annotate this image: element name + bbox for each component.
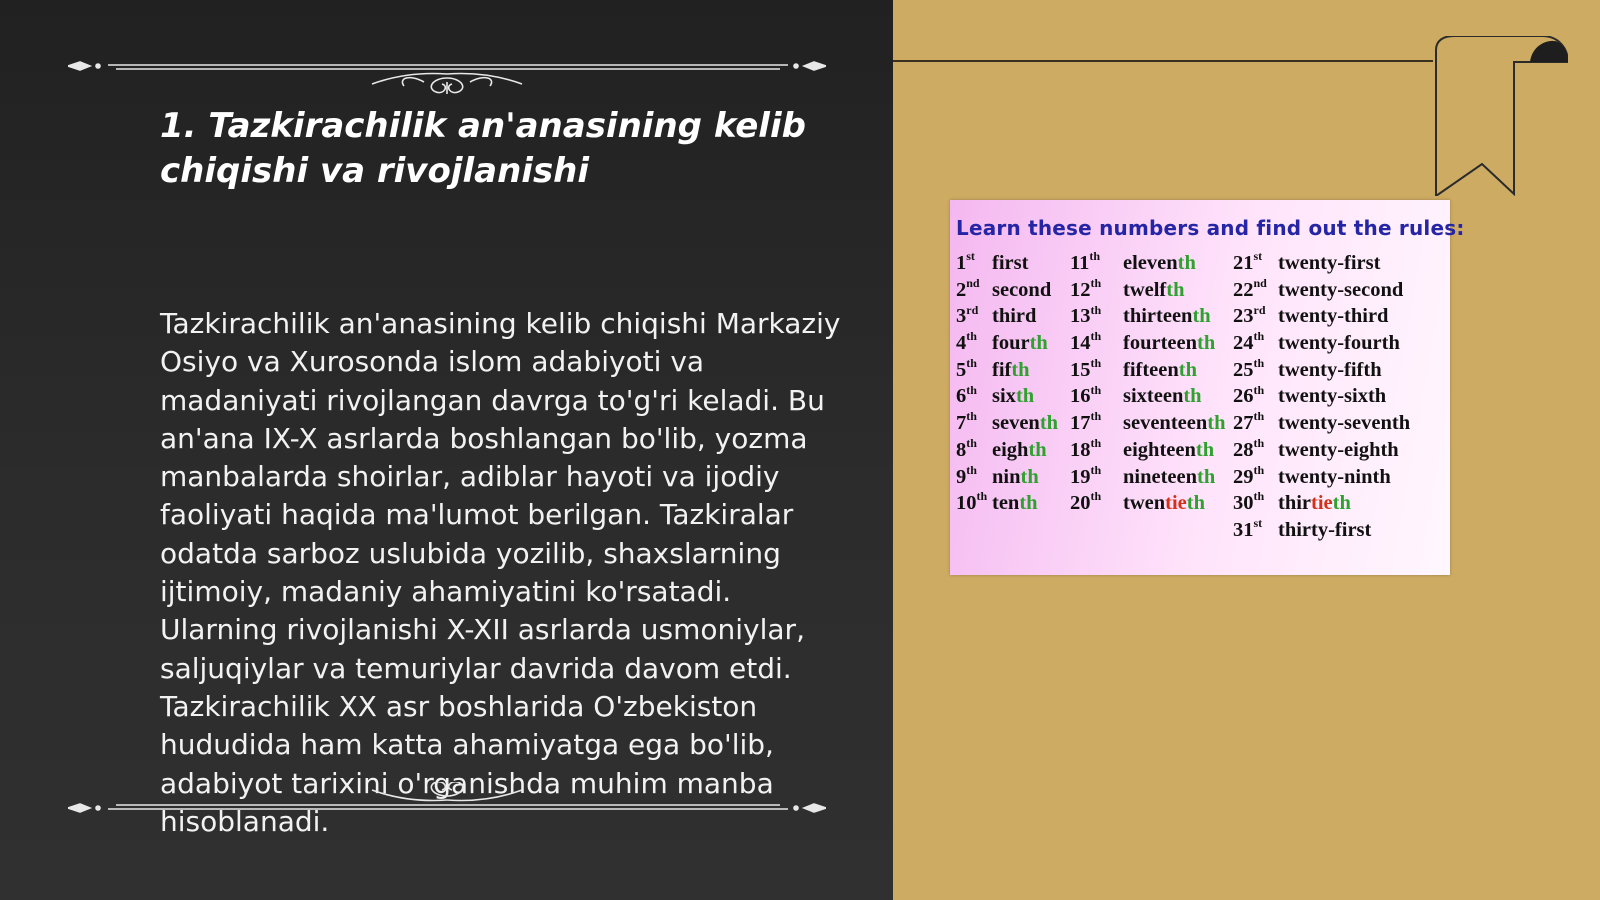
ordinal-word: tenth (992, 492, 1038, 515)
ordinal-entry (1233, 250, 1410, 277)
ordinal-word: twenty-fifth (1278, 358, 1382, 381)
ordinal-number: 31st (1233, 516, 1263, 541)
ordinal-number: 20th (1070, 489, 1102, 515)
ordinal-word: twenty-sixth (1278, 385, 1387, 408)
ordinal-entry (1233, 330, 1410, 357)
ordinal-entry (956, 303, 1058, 330)
header-rule (893, 60, 1433, 62)
ordinal-number: 11th (1070, 249, 1101, 274)
ordinal-word: fifteenth (1123, 358, 1198, 381)
ordinal-entry (956, 330, 1058, 357)
ordinal-number: 19th (1070, 462, 1102, 488)
ordinal-word: ninth (992, 465, 1039, 488)
ordinal-word: fifth (992, 358, 1030, 381)
ordinal-number: 1st (956, 249, 975, 274)
ordinal-number: 2nd (956, 275, 980, 301)
ordinal-word: third (992, 305, 1037, 328)
ordinal-number: 5th (956, 355, 977, 381)
ordinal-entry (1070, 490, 1226, 517)
ordinal-word: twenty-seventh (1278, 412, 1411, 435)
ordinal-number: 24th (1233, 329, 1265, 355)
ordinal-number: 21st (1233, 249, 1263, 274)
ordinal-word: thirtieth (1278, 492, 1351, 515)
ordinal-number: 15th (1070, 355, 1102, 381)
ordinal-entry (956, 437, 1058, 464)
ordinal-entry (956, 250, 1058, 277)
ordinal-word: second (992, 278, 1052, 301)
ordinal-word: eighteenth (1123, 438, 1215, 461)
ordinal-entry (1070, 330, 1226, 357)
ordinal-number: 6th (956, 382, 977, 408)
ordinal-word: twenty-eighth (1278, 438, 1399, 461)
ordinal-entry (1070, 437, 1226, 464)
ordinal-entry (1233, 383, 1410, 410)
ordinal-entry (1233, 410, 1410, 437)
ordinal-word: twelfth (1123, 278, 1185, 301)
ordinal-entry (1233, 303, 1410, 330)
scroll-divider-ornament-bottom (68, 782, 826, 838)
ordinal-number: 18th (1070, 435, 1102, 461)
ordinal-entry (1070, 250, 1226, 277)
ordinal-word: twentieth (1123, 492, 1205, 515)
ordinal-number: 10th (956, 489, 988, 515)
ordinal-entry (956, 464, 1058, 491)
ordinal-entry (956, 490, 1058, 517)
ordinal-entry (1070, 303, 1226, 330)
ordinal-number: 14th (1070, 329, 1102, 355)
ordinal-word: thirty-first (1278, 518, 1372, 541)
ordinal-entry (1233, 464, 1410, 491)
ordinal-column-3 (1233, 250, 1410, 544)
ordinal-number: 29th (1233, 462, 1265, 488)
ordinal-number: 25th (1233, 355, 1265, 381)
slide-title: 1. Tazkirachilik an'anasining kelib chiqishi va rivojlanishi (160, 106, 806, 191)
ordinal-word: fourth (992, 332, 1048, 355)
ordinal-entry (1070, 277, 1226, 304)
ribbon-bookmark-icon (1432, 36, 1568, 196)
ordinal-entry (1070, 464, 1226, 491)
ordinal-number: 16th (1070, 382, 1102, 408)
ordinal-entry (956, 410, 1058, 437)
ordinal-number: 26th (1233, 382, 1265, 408)
ordinal-word: seventeenth (1123, 412, 1226, 435)
ordinal-entry (956, 357, 1058, 384)
ordinal-entry (956, 383, 1058, 410)
ordinal-word: eleventh (1123, 252, 1196, 274)
ordinal-entry (1233, 437, 1410, 464)
ordinal-number: 8th (956, 435, 977, 461)
ordinal-number: 17th (1070, 409, 1102, 435)
ordinal-entry (1233, 517, 1410, 544)
ordinal-number: 7th (956, 409, 977, 435)
card-heading: Learn these numbers and find out the rules: (956, 216, 1465, 240)
ordinal-word: fourteenth (1123, 332, 1216, 355)
ordinal-number: 9th (956, 462, 977, 488)
ordinal-number: 22nd (1233, 275, 1267, 301)
ordinal-entry (1233, 357, 1410, 384)
ordinal-column-1 (956, 250, 1058, 517)
ordinal-number: 4th (956, 329, 977, 355)
ordinal-numbers-image (950, 200, 1465, 575)
ordinal-word: twenty-second (1278, 278, 1404, 301)
ordinal-word: eighth (992, 438, 1047, 461)
ordinal-entry (1233, 277, 1410, 304)
ordinal-number: 28th (1233, 435, 1265, 461)
ordinal-word: sixth (992, 385, 1035, 408)
ordinal-word: twenty-third (1278, 305, 1389, 328)
ordinal-entry (1233, 490, 1410, 517)
ordinal-entry (1070, 410, 1226, 437)
ordinal-entry (956, 277, 1058, 304)
ordinal-entry (1070, 383, 1226, 410)
ordinal-number: 12th (1070, 275, 1102, 301)
ordinal-word: twenty-ninth (1278, 465, 1391, 488)
ordinal-word: thirteenth (1123, 305, 1211, 328)
ordinal-number: 13th (1070, 302, 1102, 328)
ordinal-number: 27th (1233, 409, 1265, 435)
ordinal-word: first (992, 252, 1029, 274)
slide-body-text: Tazkirachilik an'anasining kelib chiqishi Markaziy Osiyo va Xurosonda islom adabiyoti va madaniyati rivojlangan davrga to'g'ri keladi. Bu an'ana IX-X asrlarda boshlangan bo'lib, yozma manbalarda shoirlar, adiblar hayoti va ijodiy faoliyati haqida ma'lumot berilgan. Tazkiralar odatda sarboz uslubida yozilib, shaxslarning ijtimoiy, madaniy ahamiyatini ko'rsatadi. Ularning rivojlanishi X-XII asrlarda usmoniylar, saljuqiylar va temuriylar davrida davom etdi. Tazkirachilik XX asr boshlarida O'zbekiston hududida ham katta ahamiyatga ega bo'lib, adabiyot tarixini o'rganishda muhim manba hisoblanadi. (160, 307, 841, 838)
ordinal-word: sixteenth (1123, 385, 1202, 408)
ordinal-word: twenty-first (1278, 252, 1381, 274)
ordinal-number: 3rd (956, 302, 979, 328)
ordinal-entry (1070, 357, 1226, 384)
ordinal-number: 30th (1233, 489, 1265, 515)
ordinal-number: 23rd (1233, 302, 1266, 328)
ordinal-word: twenty-fourth (1278, 332, 1400, 355)
ordinal-word: nineteenth (1123, 465, 1216, 488)
ordinal-word: seventh (992, 412, 1059, 435)
ordinal-column-2 (1070, 250, 1226, 517)
scroll-divider-ornament (68, 38, 826, 94)
